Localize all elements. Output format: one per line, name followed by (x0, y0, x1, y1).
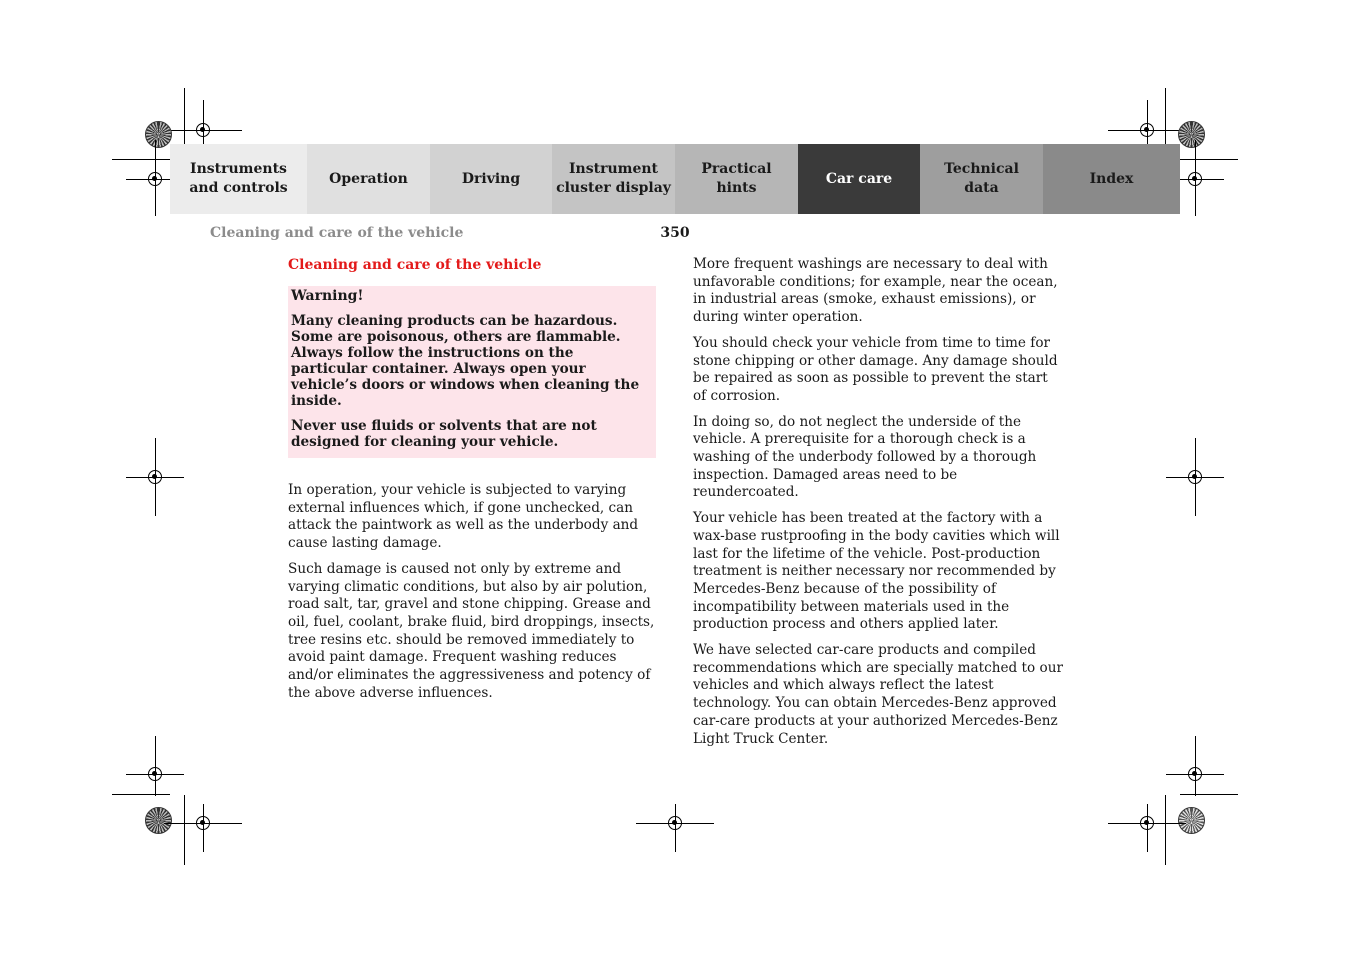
warning-paragraph: Never use fluids or solvents that are not designed for cleaning your vehicle. (291, 418, 597, 450)
tab-label: Driving (461, 170, 521, 187)
body-paragraph: More frequent washings are necessary to deal with unfavorable conditions; for example, near the ocean, in industrial areas (smoke, exhaust emissions), or during winter operation. (693, 256, 1058, 326)
warning-paragraph: Many cleaning products can be hazardous. Some are poisonous, others are flammable. Always follow the instructions on the particular container. Always open your vehicle’s doors or windows when cleaning the inside. (291, 313, 640, 409)
page-number: 350 (660, 225, 690, 241)
left-column (288, 256, 658, 710)
registration-rosette-icon (1178, 807, 1205, 834)
body-paragraph: Such damage is caused not only by extreme and varying climatic conditions, but also by air polution, road salt, tar, gravel and stone chipping. Grease and oil, fuel, coolant, brake fluid, bird droppings, insects, tree resins etc. should be removed immediately to avoid paint damage. Frequent washing reduces and/or eliminates the aggressiveness and potency of the above adverse influences. (288, 560, 655, 701)
tab-label: Instruments and controls (189, 161, 288, 196)
tab-instrument-cluster-display[interactable] (552, 144, 675, 214)
body-paragraph: You should check your vehicle from time to time for stone chipping or other damage. Any damage should be repaired as soon as possible to prevent the start of corrosion. (693, 334, 1058, 404)
tab-car-care[interactable] (798, 144, 920, 214)
registration-rosette-icon (145, 121, 172, 148)
tab-label: Instrument cluster display (556, 161, 671, 196)
tab-practical-hints[interactable] (675, 144, 798, 214)
tab-label: Car care (825, 170, 893, 187)
tab-label: Practical hints (701, 161, 772, 196)
section-title: Cleaning and care of the vehicle (288, 257, 542, 273)
body-paragraph: In operation, your vehicle is subjected to varying external influences which, if gone unchecked, can attack the paintwork as well as the underbody and cause lasting damage. (288, 482, 639, 552)
right-column (693, 256, 1063, 756)
tab-index[interactable] (1043, 144, 1180, 214)
body-paragraph: Your vehicle has been treated at the factory with a wax-base rustproofing in the body cavities which will last for the lifetime of the vehicle. Post-production treatment is neither necessary nor recommended by Mercedes-Benz because of the possibility of incompatibility between materials used in the production process and others applied later. (693, 510, 1060, 633)
tab-label: Index (1089, 170, 1134, 187)
warning-box (288, 286, 656, 458)
tab-instruments-and-controls[interactable] (170, 144, 307, 214)
tab-label: Technical data (944, 161, 1019, 196)
tab-driving[interactable] (430, 144, 552, 214)
registration-rosette-icon (1178, 121, 1205, 148)
body-paragraph: In doing so, do not neglect the underside of the vehicle. A prerequisite for a thorough check is a washing of the underbody followed by a thorough inspection. Damaged areas need to be reundercoated. (693, 413, 1037, 501)
chapter-tabs (170, 144, 1180, 214)
warning-title: Warning! (291, 288, 364, 304)
registration-rosette-icon (145, 807, 172, 834)
tab-operation[interactable] (307, 144, 430, 214)
body-paragraph: We have selected car-care products and compiled recommendations which are specially matched to our vehicles and which always reflect the latest technology. You can obtain Mercedes-Benz approved car-care products at your authorized Mercedes-Benz Light Truck Center. (693, 642, 1063, 747)
running-header: Cleaning and care of the vehicle (210, 225, 464, 241)
tab-technical-data[interactable] (920, 144, 1043, 214)
tab-label: Operation (329, 170, 408, 187)
